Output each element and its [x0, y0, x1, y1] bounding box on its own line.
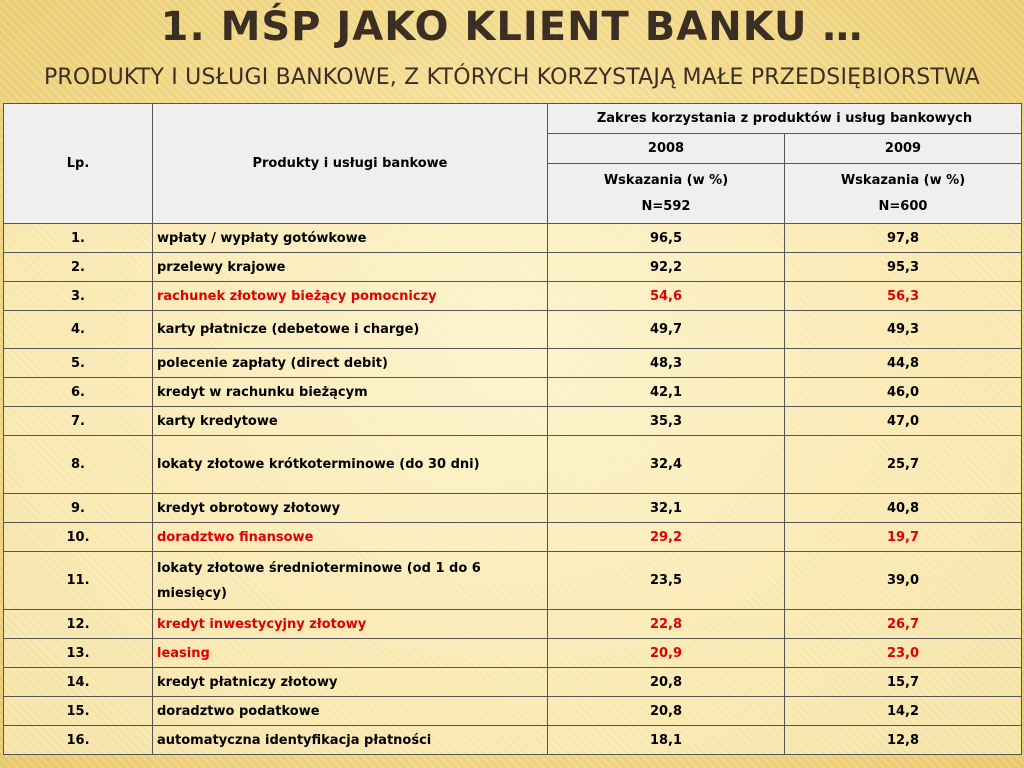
row-product: kredyt w rachunku bieżącym	[153, 378, 548, 407]
row-value-2009: 97,8	[785, 224, 1022, 253]
row-value-2008: 20,8	[548, 668, 785, 697]
row-lp: 6.	[4, 378, 153, 407]
table-row	[4, 436, 1022, 494]
row-lp: 8.	[4, 436, 153, 494]
row-lp: 3.	[4, 282, 153, 311]
row-value-2008: 29,2	[548, 523, 785, 552]
row-value-2008: 32,4	[548, 436, 785, 494]
row-value-2009: 12,8	[785, 726, 1022, 755]
row-value-2009: 47,0	[785, 407, 1022, 436]
table-row	[4, 697, 1022, 726]
row-value-2008: 54,6	[548, 282, 785, 311]
row-value-2009: 46,0	[785, 378, 1022, 407]
table-row	[4, 253, 1022, 282]
row-lp: 11.	[4, 552, 153, 610]
row-value-2008: 22,8	[548, 610, 785, 639]
header-metric-2008	[548, 164, 785, 224]
row-value-2009: 49,3	[785, 311, 1022, 349]
metric-label-2009: Wskazania (w %)	[840, 172, 966, 188]
row-value-2009: 25,7	[785, 436, 1022, 494]
row-lp: 7.	[4, 407, 153, 436]
row-value-2008: 48,3	[548, 349, 785, 378]
table-row	[4, 523, 1022, 552]
row-value-2009: 15,7	[785, 668, 1022, 697]
row-value-2008: 35,3	[548, 407, 785, 436]
row-value-2008: 96,5	[548, 224, 785, 253]
row-lp: 2.	[4, 253, 153, 282]
slide-title: 1. MŚP JAKO KLIENT BANKU …	[160, 4, 864, 50]
row-lp: 4.	[4, 311, 153, 349]
header-metric-2009	[785, 164, 1022, 224]
row-value-2008: 23,5	[548, 552, 785, 610]
row-product: rachunek złotowy bieżący pomocniczy	[153, 282, 548, 311]
row-product: automatyczna identyfikacja płatności	[153, 726, 548, 755]
row-value-2008: 32,1	[548, 494, 785, 523]
row-value-2009: 40,8	[785, 494, 1022, 523]
row-value-2008: 49,7	[548, 311, 785, 349]
row-value-2009: 14,2	[785, 697, 1022, 726]
table-row	[4, 378, 1022, 407]
row-product: leasing	[153, 639, 548, 668]
row-value-2008: 20,8	[548, 697, 785, 726]
row-lp: 9.	[4, 494, 153, 523]
row-product: kredyt inwestycyjny złotowy	[153, 610, 548, 639]
row-product: kredyt płatniczy złotowy	[153, 668, 548, 697]
row-value-2009: 39,0	[785, 552, 1022, 610]
header-lp: Lp.	[4, 104, 153, 224]
row-product: przelewy krajowe	[153, 253, 548, 282]
row-lp: 16.	[4, 726, 153, 755]
table-row	[4, 224, 1022, 253]
products-table	[3, 103, 1022, 755]
row-product: kredyt obrotowy złotowy	[153, 494, 548, 523]
header-year-2009: 2009	[785, 134, 1022, 164]
slide-subtitle: PRODUKTY I USŁUGI BANKOWE, Z KTÓRYCH KORZYSTAJĄ MAŁE PRZEDSIĘBIORSTWA	[43, 65, 981, 90]
row-product: karty płatnicze (debetowe i charge)	[153, 311, 548, 349]
sample-size-2009: N=600	[878, 198, 928, 214]
row-product: polecenie zapłaty (direct debit)	[153, 349, 548, 378]
sample-size-2008: N=592	[641, 198, 691, 214]
table-row	[4, 552, 1022, 610]
row-product: lokaty złotowe średnioterminowe (od 1 do 6 miesięcy)	[153, 552, 548, 610]
table-row	[4, 311, 1022, 349]
row-lp: 5.	[4, 349, 153, 378]
row-value-2008: 92,2	[548, 253, 785, 282]
header-product: Produkty i usługi bankowe	[153, 104, 548, 224]
row-lp: 13.	[4, 639, 153, 668]
row-value-2009: 44,8	[785, 349, 1022, 378]
header-usage-range: Zakres korzystania z produktów i usług bankowych	[548, 104, 1022, 134]
row-value-2008: 20,9	[548, 639, 785, 668]
table-row	[4, 726, 1022, 755]
row-lp: 1.	[4, 224, 153, 253]
row-product: wpłaty / wypłaty gotówkowe	[153, 224, 548, 253]
row-lp: 10.	[4, 523, 153, 552]
table-row	[4, 639, 1022, 668]
row-product: karty kredytowe	[153, 407, 548, 436]
table-row	[4, 610, 1022, 639]
row-product: doradztwo finansowe	[153, 523, 548, 552]
row-value-2009: 95,3	[785, 253, 1022, 282]
row-lp: 14.	[4, 668, 153, 697]
table-row	[4, 668, 1022, 697]
table-row	[4, 282, 1022, 311]
row-value-2009: 19,7	[785, 523, 1022, 552]
table-body	[4, 224, 1022, 755]
header-year-2008: 2008	[548, 134, 785, 164]
metric-label-2008: Wskazania (w %)	[603, 172, 729, 188]
row-value-2009: 26,7	[785, 610, 1022, 639]
row-product: doradztwo podatkowe	[153, 697, 548, 726]
table-row	[4, 407, 1022, 436]
row-value-2008: 42,1	[548, 378, 785, 407]
row-lp: 15.	[4, 697, 153, 726]
row-value-2009: 56,3	[785, 282, 1022, 311]
table-row	[4, 494, 1022, 523]
row-product: lokaty złotowe krótkoterminowe (do 30 dni)	[153, 436, 548, 494]
row-lp: 12.	[4, 610, 153, 639]
table-row	[4, 349, 1022, 378]
row-value-2009: 23,0	[785, 639, 1022, 668]
row-value-2008: 18,1	[548, 726, 785, 755]
